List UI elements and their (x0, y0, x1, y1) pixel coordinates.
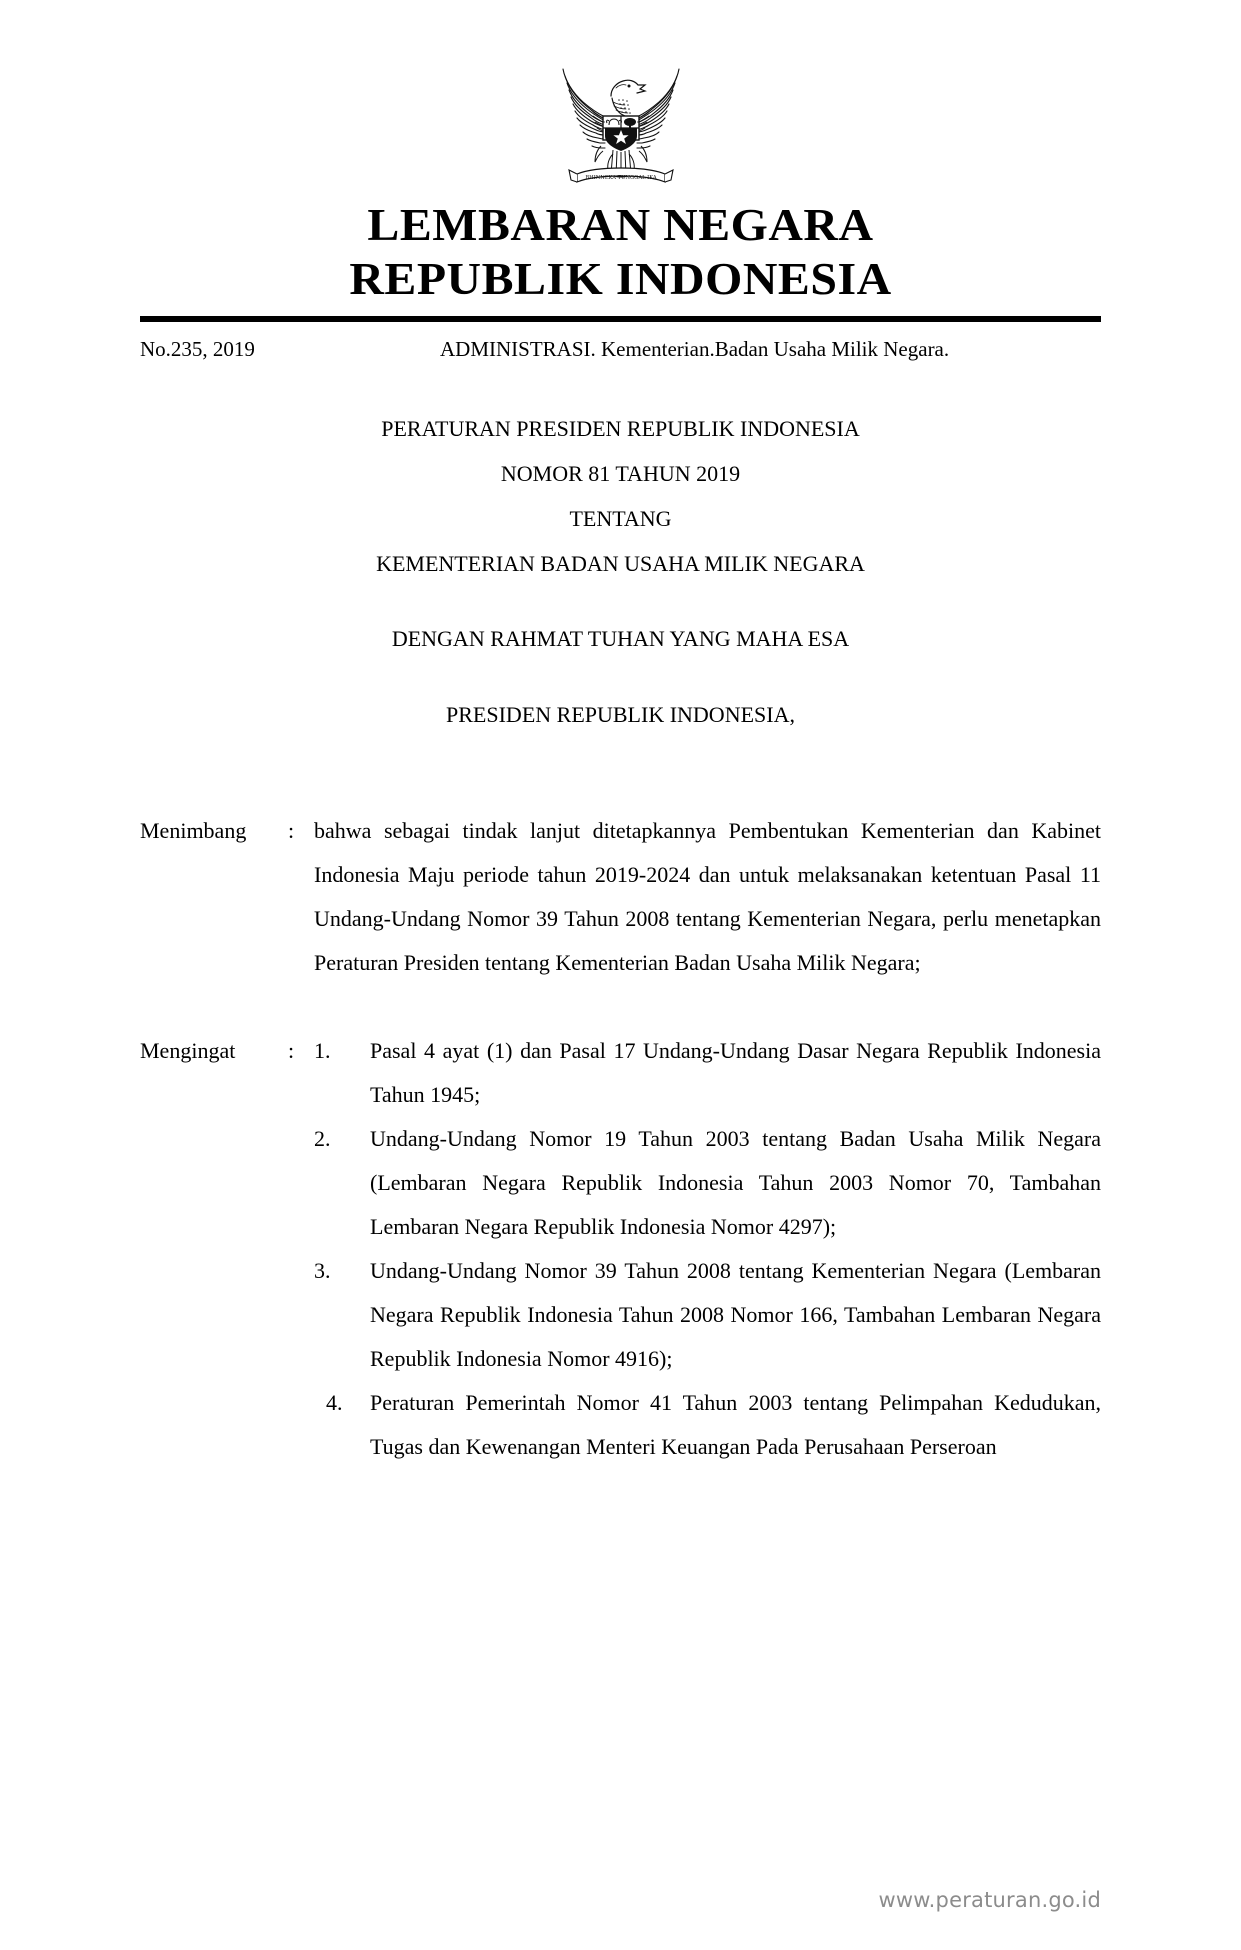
masthead (121, 198, 1120, 306)
clause-mengingat-list (314, 1029, 1101, 1469)
regulation-title-line-1: PERATURAN PRESIDEN REPUBLIK INDONESIA (381, 416, 860, 442)
clause-menimbang-label: Menimbang (140, 817, 247, 843)
list-item-text: Undang-Undang Nomor 39 Tahun 2008 tentang Kementerian Negara (Lembaran Negara Republik Indonesia Tahun 2008 Nomor 166, Tambahan Lembaran Negara Republik Indonesia Nomor 4916); (370, 1257, 1101, 1371)
regulation-title-block (140, 406, 1101, 586)
garuda-pancasila-emblem (541, 58, 701, 190)
pancasila-shield-icon (603, 116, 639, 151)
regulation-subject: KEMENTERIAN BADAN USAHA MILIK NEGARA (376, 551, 865, 577)
clause-menimbang-text: bahwa sebagai tindak lanjut ditetapkannya Pembentukan Kementerian dan Kabinet Indonesia Maju periode tahun 2019-2024 dan untuk melaksanakan ketentuan Pasal 11 Undang-Undang Nomor 39 Tahun 2008 tentang Kementerian Negara, perlu menetapkan Peraturan Presiden tentang Kementerian Badan Usaha Milik Negara; (314, 817, 1101, 975)
gazette-header (140, 334, 1101, 364)
list-item-number: 3. (314, 1257, 331, 1283)
clauses-section (140, 809, 1101, 1469)
clause-menimbang-colon: : (288, 817, 295, 843)
masthead-line-1: LEMBARAN NEGARA (367, 199, 874, 250)
masthead-rule (140, 316, 1101, 322)
list-item-text: Undang-Undang Nomor 19 Tahun 2003 tentang Badan Usaha Milik Negara (Lembaran Negara Republik Indonesia Tahun 2003 Nomor 70, Tambahan Lembaran Negara Republik Indonesia Nomor 4297); (370, 1125, 1101, 1239)
list-item-number: 4. (326, 1389, 343, 1415)
svg-text:BHINNEKA TUNGGAL IKA: BHINNEKA TUNGGAL IKA (584, 175, 657, 181)
list-item (314, 1249, 1101, 1381)
clause-mengingat-colon: : (288, 1037, 295, 1063)
list-item (314, 1029, 1101, 1117)
blessing-line: DENGAN RAHMAT TUHAN YANG MAHA ESA (391, 626, 850, 652)
footer-watermark: www.peraturan.go.id (878, 1888, 1101, 1912)
gazette-subject: ADMINISTRASI. Kementerian.Badan Usaha Milik Negara. (440, 336, 950, 361)
clause-mengingat (140, 1029, 1101, 1469)
list-item (314, 1117, 1101, 1249)
gazette-number: No.235, 2019 (140, 336, 255, 361)
regulation-number: NOMOR 81 TAHUN 2019 (500, 461, 741, 487)
list-item-number: 2. (314, 1125, 331, 1151)
list-item-text: Peraturan Pemerintah Nomor 41 Tahun 2003 tentang Pelimpahan Kedudukan, Tugas dan Kewenangan Menteri Keuangan Pada Perusahaan Perseroan (370, 1389, 1101, 1459)
masthead-line-2: REPUBLIK INDONESIA (349, 252, 892, 304)
list-item-number: 1. (314, 1037, 331, 1063)
emblem-container (140, 0, 1101, 190)
clause-menimbang (140, 809, 1101, 985)
list-item (314, 1381, 1101, 1469)
regulation-tentang-label: TENTANG (569, 506, 672, 532)
clause-mengingat-label: Mengingat (140, 1037, 236, 1063)
list-item-text: Pasal 4 ayat (1) dan Pasal 17 Undang-Undang Dasar Negara Republik Indonesia Tahun 1945; (370, 1037, 1101, 1107)
authority-line: PRESIDEN REPUBLIK INDONESIA, (446, 701, 795, 727)
